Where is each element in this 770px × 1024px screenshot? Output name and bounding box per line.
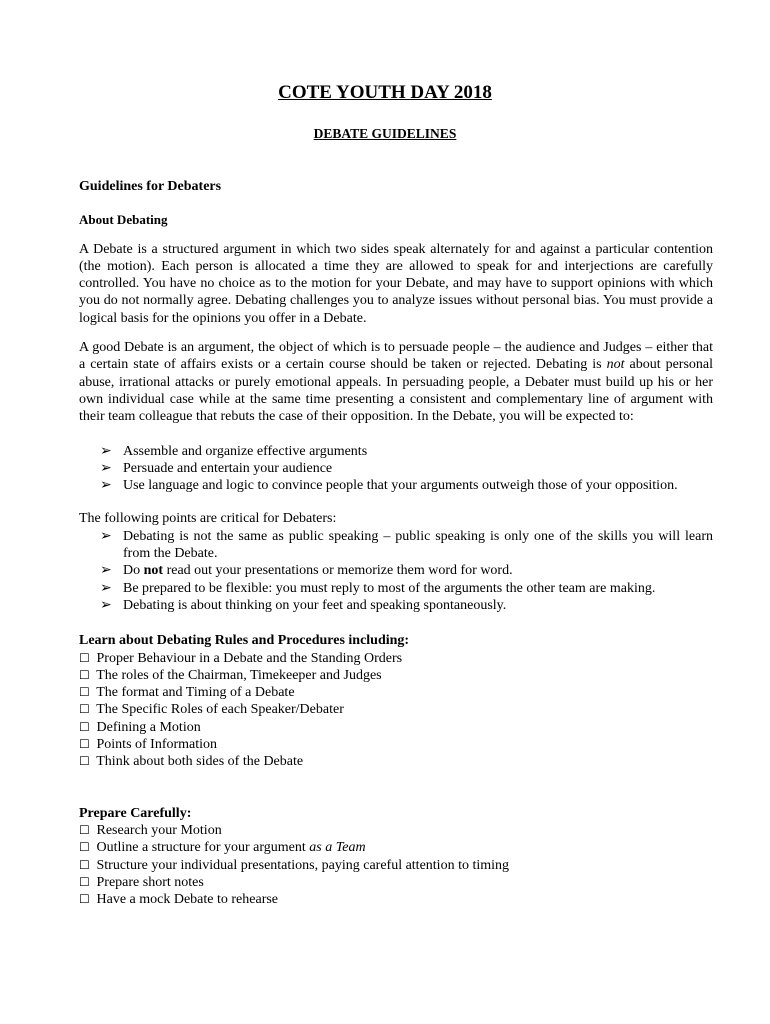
checklist-item-text: Research your Motion [96, 822, 222, 838]
list-item-text: Persuade and entertain your audience [123, 460, 333, 476]
checkbox-icon: ☐ [79, 685, 90, 700]
checklist-item-text: Proper Behaviour in a Debate and the Standing Orders [96, 650, 403, 666]
checkbox-icon: ☐ [79, 719, 90, 734]
checkbox-icon: ☐ [79, 737, 90, 752]
page-title: COTE YOUTH DAY 2018 [278, 82, 492, 103]
arrow-bullet-icon: ➢ [100, 528, 112, 544]
checkbox-icon: ☐ [79, 892, 90, 907]
checklist-item [79, 736, 713, 753]
list-item-text: Debating is not the same as public speaking – public speaking is only one of the skills you will learn from the Debate. [123, 528, 713, 562]
checklist-item [79, 839, 713, 856]
arrow-bullet-icon: ➢ [100, 478, 112, 494]
arrow-bullet-icon: ➢ [100, 443, 112, 459]
checklist-item-text: Outline a structure for your argument [96, 840, 310, 856]
checklist-item [79, 719, 713, 736]
expected-list [79, 443, 713, 495]
checkbox-icon: ☐ [79, 702, 90, 717]
list-item [79, 528, 713, 563]
checkbox-icon: ☐ [79, 840, 90, 855]
checklist-item [79, 701, 713, 718]
section-heading: Guidelines for Debaters [79, 179, 222, 194]
about-heading: About Debating [79, 212, 168, 228]
checkbox-icon: ☐ [79, 857, 90, 872]
list-item [79, 597, 713, 614]
arrow-bullet-icon: ➢ [100, 563, 112, 579]
checklist-item-text: The format and Timing of a Debate [96, 685, 295, 701]
checklist-item-text: Have a mock Debate to rehearse [96, 892, 279, 908]
checklist-item [79, 822, 713, 839]
rules-heading: Learn about Debating Rules and Procedures including: [79, 633, 410, 649]
paragraph-text: about personal abuse, irrational attacks or purely emotional appeals. In persuading people, a Debater must build up his or her own individual case while at the same time presenting a consistent and complementary line of argument with their team colleague that rebuts the case of their opposition. In the Debate, you will be expected to: [79, 357, 714, 425]
list-item-text: Be prepared to be flexible: you must reply to most of the arguments the other team are making. [123, 580, 656, 596]
checklist-item [79, 753, 713, 770]
list-item [79, 477, 713, 494]
list-item [79, 443, 713, 460]
checklist-item [79, 667, 713, 684]
paragraph-intro: A Debate is a structured argument in which two sides speak alternately for and against a particular contention (the motion). Each person is allocated a time they are allowed to speak for and interjections are carefully controlled. You have no choice as to the motion for your Debate, and may have to support opinions with which you do not normally agree. Debating challenges you to analyze issues without personal bias. You must provide a logical basis for the opinions you offer in a Debate. [79, 241, 713, 326]
checkbox-icon: ☐ [79, 822, 90, 837]
checkbox-icon: ☐ [79, 754, 90, 769]
list-item [79, 460, 713, 477]
checklist-item [79, 874, 713, 891]
critical-list [79, 528, 713, 614]
paragraph-good-debate [79, 339, 713, 425]
checklist-item-text: Think about both sides of the Debate [96, 754, 304, 770]
prepare-checklist [79, 822, 713, 908]
checkbox-icon: ☐ [79, 874, 90, 889]
rules-checklist [79, 650, 713, 771]
list-item-text: Do [123, 563, 144, 579]
emphasis-text: as a Team [309, 840, 366, 856]
emphasis-text: not [606, 357, 625, 373]
list-item [79, 580, 713, 597]
arrow-bullet-icon: ➢ [100, 580, 112, 596]
arrow-bullet-icon: ➢ [100, 460, 112, 476]
checklist-item-text: Points of Information [96, 737, 218, 753]
document-body [79, 178, 713, 908]
list-item-text: Assemble and organize effective arguments [123, 443, 368, 459]
list-item [79, 562, 713, 579]
list-item-text: Use language and logic to convince people that your arguments outweigh those of your opposition. [123, 478, 678, 494]
list-item-text: Debating is about thinking on your feet and speaking spontaneously. [123, 597, 507, 613]
checklist-item-text: The roles of the Chairman, Timekeeper and Judges [96, 667, 382, 683]
list-item-text: read out your presentations or memorize them word for word. [163, 563, 513, 579]
checklist-item-text: Prepare short notes [96, 874, 204, 890]
checklist-item [79, 857, 713, 874]
bold-text: not [143, 563, 164, 579]
paragraph-text: A good Debate is an argument, the object of which is to persuade people – the audience and Judges – either that a certain state of affairs exists or a certain course should be taken or rejected. Debating is [79, 340, 713, 373]
checklist-item [79, 684, 713, 701]
checklist-item [79, 650, 713, 667]
prepare-heading: Prepare Carefully: [79, 805, 192, 821]
arrow-bullet-icon: ➢ [100, 597, 112, 613]
checkbox-icon: ☐ [79, 650, 90, 665]
checklist-item-text: The Specific Roles of each Speaker/Debater [96, 702, 344, 718]
checkbox-icon: ☐ [79, 667, 90, 682]
checklist-item-text: Defining a Motion [96, 719, 201, 735]
checklist-item [79, 891, 713, 908]
critical-intro: The following points are critical for Debaters: [79, 511, 337, 527]
checklist-item-text: Structure your individual presentations, paying careful attention to timing [96, 857, 510, 873]
page-subtitle: DEBATE GUIDELINES [313, 126, 457, 141]
